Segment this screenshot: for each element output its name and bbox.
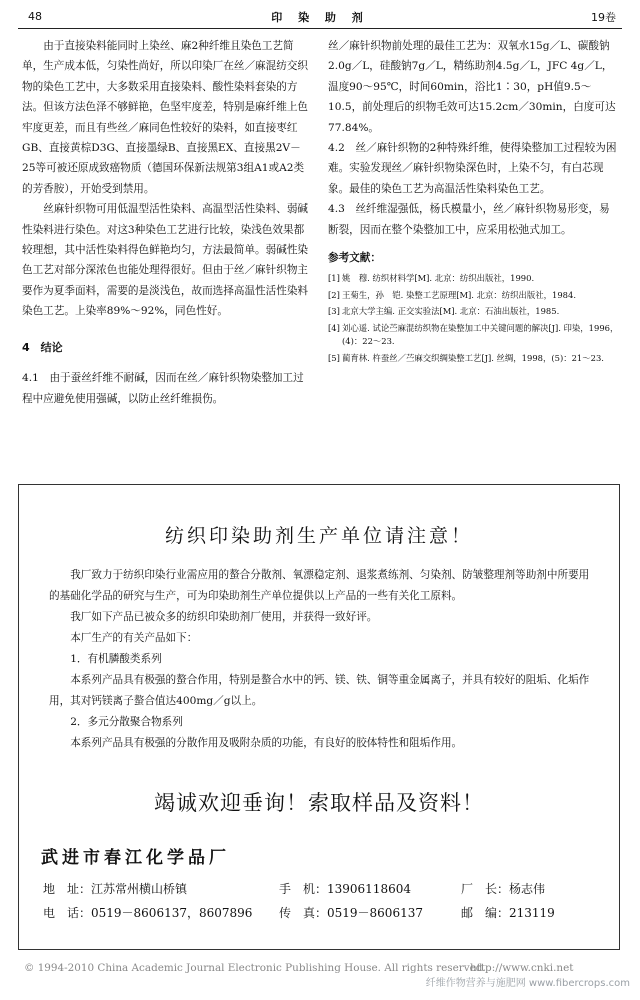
references-list: [328, 272, 620, 365]
conclusion-4-3: 4.3 丝纤维湿强低，杨氏模量小，丝／麻针织物易形变，易断裂，因而在整个染整加工中，应采用松弛式加工。: [328, 203, 610, 236]
reference-item: [1] 姚 穆. 纺织材料学[M]. 北京：纺织出版社，1990.: [328, 273, 535, 284]
ad-item-1-title: 1．有机膦酸类系列: [70, 653, 162, 665]
left-paragraph-1: 由于直接染料能同时上染丝、麻2种纤维且染色工艺简单，生产成本低，匀染性尚好，所以印染厂在丝／麻混纺交织物的染色工艺中，大多数采用直接染料、酸性染料套染的方法。但该方法色泽不够鲜艳，色坚牢度差，特别是麻纤维上色牢度更差，而且有些丝／麻同色性较好的染料，如直接枣红GB、直接黄棕D3G、直接墨绿B、直接黑EX、直接黑2V－25等可被还原成致癌物质（德国环保新法规第3组A1或A2类的芳香胺），开始受到禁用。: [22, 40, 309, 195]
contact-row: [43, 877, 599, 901]
ad-line-2: 我厂如下产品已被众多的纺织印染助剂厂使用，并获得一致好评。: [70, 611, 378, 623]
left-column: [22, 36, 314, 409]
postcode: 邮 编：213119: [461, 906, 555, 920]
ad-item-2-title: 2．多元分散聚合物系列: [70, 716, 183, 728]
left-paragraph-2: 丝麻针织物可用低温型活性染料、高温型活性染料、弱碱性染料进行染色。对这3种染色工艺进行比较，染浅色效果都较理想，其中活性染料得色鲜艳均匀，方法最简单。弱碱性染色工艺对部分深浓色也能处理得很好。但由于丝／麻针织物主要作为夏季面料，需要的是淡浅色，故而选择高温性活性染料染色工艺。上染率89%～92%，同色性好。: [22, 203, 309, 318]
conclusion-4-1: 4.1 由于蚕丝纤维不耐碱，因而在丝／麻针织物染整加工过程中应避免使用强碱，以防止丝纤维损伤。: [22, 372, 304, 405]
section-title-conclusion: 4 结论: [22, 340, 63, 354]
ad-item-1-desc: 本系列产品具有极强的螯合作用，特别是螯合水中的钙、镁、铁、铜等重金属离子，并具有较好的阻垢、化垢作用，其对钙镁离子螯合值达400mg／g以上。: [49, 674, 590, 707]
ad-item-2-desc: 本系列产品具有极强的分散作用及吸附杂质的功能，有良好的胶体特性和阻垢作用。: [70, 737, 463, 749]
site-watermark: 纤维作物营养与施肥网 www.fibercrops.com: [425, 978, 630, 989]
reference-item: [2] 王菊生，孙 铠. 染整工艺原理[M]. 北京：纺织出版社，1984.: [328, 289, 576, 300]
ad-intro: 我厂致力于纺织印染行业需应用的螯合分散剂、氧漂稳定剂、退浆煮练剂、匀染剂、防皱整理剂等助剂中所要用的基础化学品的研究与生产，可为印染助剂生产单位提供以上产品的一些有关化工原料。: [49, 569, 590, 602]
fax: 传 真：0519－8606137: [279, 906, 423, 920]
references-title: 参考文献：: [328, 252, 381, 265]
reference-item: [4] 刘心遥. 试论苎麻混纺织物在染整加工中关键问题的解决[J]. 印染，1996，(4)：22～23.: [328, 322, 619, 347]
address: 地 址：江苏常州横山桥镇: [43, 882, 188, 896]
page-header: [18, 6, 622, 29]
conclusion-4-2: 4.2 丝／麻针织物的2种特殊纤维，使得染整加工过程较为困难。实验发现丝／麻针织物染深色时，上染不匀，有白芯现象。最佳的染色工艺为高温活性染料染色工艺。: [328, 142, 617, 195]
mobile: 手 机：13906118604: [279, 882, 411, 896]
right-column: [328, 36, 620, 368]
contact-info: [43, 877, 599, 925]
reference-item: [5] 蔺育林. 杵蚕丝／苎麻交织绸染整工艺[J]. 丝绸，1998，(5)：21～23.: [328, 352, 604, 363]
ad-line-3: 本厂生产的有关产品如下：: [70, 632, 198, 644]
advertisement-box: [18, 484, 620, 950]
footer-url: http://www.cnki.net: [470, 962, 574, 974]
ad-body: [49, 565, 595, 754]
ad-title: 纺织印染助剂生产单位请注意！: [164, 525, 473, 547]
copyright-footer: © 1994-2010 China Academic Journal Electronic Publishing House. All rights reserved.: [24, 962, 486, 974]
ad-welcome: 竭诚欢迎垂询！索取样品及资料！: [154, 791, 484, 815]
company-name: 武进市春江化学品厂: [41, 848, 230, 868]
contact-row: [43, 901, 599, 925]
journal-title: 印 染 助 剂: [271, 11, 369, 24]
director: 厂 长：杨志伟: [461, 882, 546, 896]
page-number: 48: [28, 10, 42, 23]
phone: 电 话：0519－8606137，8607896: [43, 906, 253, 920]
volume-label: 19卷: [591, 11, 616, 24]
right-paragraph-1: 丝／麻针织物前处理的最佳工艺为：双氧水15g／L、碳酸钠2.0g／L，硅酸钠7g／L，精练助剂4.5g／L，JFC 4g／L，温度90～95℃，时间60min，浴比1∶30，pH值9.5～10.5，前处理后的织物毛效可达15.2cm／30min，白度可达77.84%。: [328, 40, 616, 134]
reference-item: [3] 北京大学主编. 正交实验法[M]. 北京：石油出版社，1985.: [328, 306, 560, 317]
